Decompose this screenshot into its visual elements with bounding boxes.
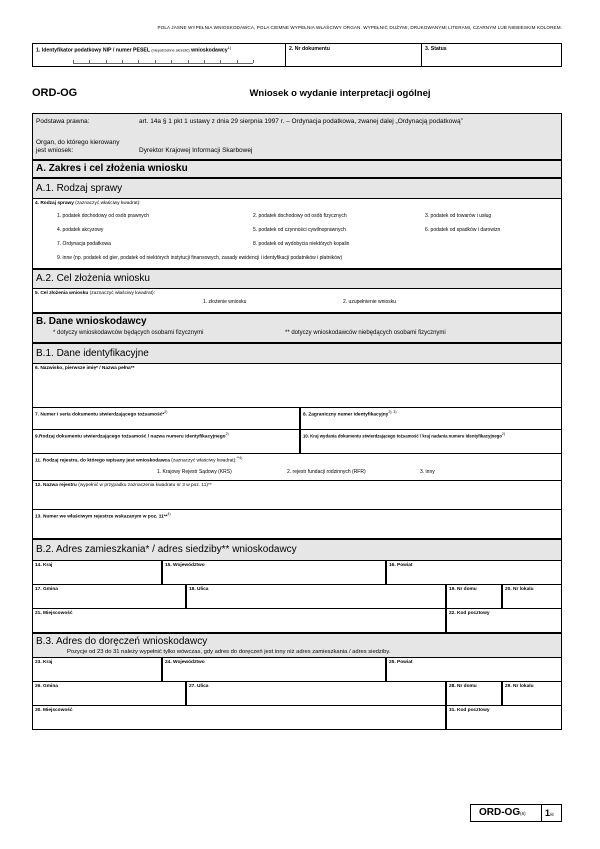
residence-postal-code-label: 22. Kod pocztowy <box>449 611 490 616</box>
registry-type-label: 11. Rodzaj rejestru, do którego wpisany jest wnioskodawca (zaznaczyć właściwy kwadrat):$^{**4)}$ <box>35 456 243 464</box>
case-type-option-3[interactable]: 3. podatek od towarów i usług <box>425 213 492 219</box>
delivery-street-field[interactable] <box>186 682 446 706</box>
organ-label: Organ, do którego kierowany jest wniosek: <box>36 139 120 154</box>
section-a1-title: A.1. Rodzaj sprawy <box>32 178 562 199</box>
residence-postal-code-field[interactable] <box>446 609 562 633</box>
residence-commune-field[interactable] <box>32 585 186 609</box>
foreign-id-label: 8. Zagraniczny numer identyfikacyjny$^{2), 3)}$ <box>303 410 397 418</box>
purpose-label: 5. Cel złożenia wniosku (zaznaczyć właściwy kwadrat): <box>35 291 155 296</box>
id-document-type-label: 9.Rodzaj dokumentu stwierdzającego tożsamość / nazwa numeru identyfikacyjnego$^{2)}$ <box>35 432 229 440</box>
header-fields-box <box>32 43 562 67</box>
section-b3-title: B.3. Adres do doręczeń wnioskodawcy <box>36 636 208 647</box>
registry-option-krs[interactable]: 1. Krajowy Rejestr Sądowy (KRS) <box>157 469 232 475</box>
form-code: ORD-OG <box>32 87 78 99</box>
residence-street-field[interactable] <box>186 585 446 609</box>
section-b3-note: Pozycje od 23 do 31 należy wypełnić tylko wówczas, gdy adres do doręczeń jest inny niż adres zamieszkania / adres siedziby. <box>67 649 391 655</box>
case-type-option-6[interactable]: 6. podatek od spadków i darowizn <box>425 227 501 233</box>
section-b-title: B. Dane wnioskodawcy <box>36 316 147 327</box>
id-digit-tick <box>253 60 254 63</box>
registry-option-rfr[interactable]: 2. rejestr fundacji rodzinnych (RFR) <box>287 469 366 475</box>
registry-number-field[interactable] <box>32 510 562 539</box>
id-digit-tick <box>237 60 238 63</box>
delivery-county-label: 25. Powiat <box>389 660 413 665</box>
delivery-postal-code-label: 31. Kod pocztowy <box>449 708 490 713</box>
delivery-city-label: 30. Miejscowość <box>35 708 73 713</box>
id-digit-tick <box>73 60 74 63</box>
section-b-note-legal: ** dotyczy wnioskodawców niebędących osobami fizycznymi <box>285 330 446 336</box>
id-digit-tick <box>122 60 123 63</box>
case-type-option-9[interactable]: 9. inne (np. podatek od gier, podatek od niektórych instytucji finansowych, zasady ewidencji i identyfikacji podatników i płatników) <box>57 255 343 261</box>
id-digit-tick <box>138 60 139 63</box>
residence-apartment-number-field[interactable] <box>502 585 562 609</box>
id-digit-tick <box>89 60 90 63</box>
residence-commune-label: 17. Gmina <box>35 587 58 592</box>
case-type-option-4[interactable]: 4. podatek akcyzowy <box>57 227 104 233</box>
residence-city-field[interactable] <box>32 609 446 633</box>
delivery-commune-field[interactable] <box>32 682 186 706</box>
delivery-apartment-number-label: 29. Nr lokalu <box>505 684 534 689</box>
section-b2-title: B.2. Adres zamieszkania* / adres siedziby** wnioskodawcy <box>32 539 562 561</box>
purpose-field <box>32 289 562 313</box>
page-number: 1/6 <box>545 808 554 818</box>
page-footer <box>470 804 562 822</box>
case-type-option-2[interactable]: 2. podatek dochodowy od osób fizycznych <box>253 213 347 219</box>
residence-street-label: 18. Ulica <box>189 587 209 592</box>
residence-city-label: 21. Miejscowość <box>35 611 73 616</box>
purpose-option-submit[interactable]: 1. złożenie wniosku <box>203 299 247 305</box>
registry-name-field[interactable] <box>32 481 562 510</box>
residence-country-field[interactable] <box>32 561 162 585</box>
case-type-option-1[interactable]: 1. podatek dochodowy od osób prawnych <box>57 213 150 219</box>
delivery-house-number-label: 28. Nr domu <box>449 684 477 689</box>
form-title: Wniosek o wydanie interpretacji ogólnej <box>249 88 431 99</box>
form-instructions: POLA JASNE WYPEŁNIA WNIOSKODAWCA, POLA CIEMNE WYPEŁNIA WŁAŚCIWY ORGAN. WYPEŁNIĆ DUŻYMI, DRUKOWANYMI LITERAMI, CZARNYM LUB NIEBIESKIM KOLOREM. <box>157 25 562 30</box>
legal-basis-box <box>32 113 562 160</box>
case-type-option-8[interactable]: 8. podatek od wydobycia niektórych kopalin <box>253 241 350 247</box>
status-label: 3. Status <box>425 46 447 52</box>
id-digit-ticks <box>73 60 253 64</box>
case-type-field <box>32 199 562 269</box>
delivery-postal-code-field[interactable] <box>446 706 562 730</box>
purpose-option-supplement[interactable]: 2. uzupełnienie wniosku <box>343 299 397 305</box>
case-type-option-5[interactable]: 5. podatek od czynności cywilnoprawnych <box>253 227 346 233</box>
id-digit-tick <box>106 60 107 63</box>
section-a2-title: A.2. Cel złożenia wniosku <box>32 269 562 289</box>
id-digit-tick <box>171 60 172 63</box>
section-b-note-natural: * dotyczy wnioskodawców będących osobami fizycznymi <box>53 330 204 336</box>
registry-type-field <box>32 454 562 481</box>
delivery-street-label: 27. Ulica <box>189 684 209 689</box>
residence-apartment-number-label: 20. Nr lokalu <box>505 587 534 592</box>
legal-basis-label: Podstawa prawna: <box>36 118 90 125</box>
delivery-county-field[interactable] <box>386 658 562 682</box>
delivery-house-number-field[interactable] <box>446 682 502 706</box>
residence-country-label: 14. Kraj <box>35 563 53 568</box>
registry-number-label: 13. Numer we właściwym rejestrze wskazanym w poz. 11**$^{4)}$ <box>35 512 171 520</box>
section-b3-header <box>32 633 562 658</box>
taxpayer-id-field[interactable] <box>33 44 286 66</box>
delivery-city-field[interactable] <box>32 706 446 730</box>
id-digit-tick <box>188 60 189 63</box>
foreign-id-field[interactable] <box>300 408 562 430</box>
delivery-voivodeship-label: 24. Województwo <box>165 660 205 665</box>
residence-voivodeship-label: 15. Województwo <box>165 563 205 568</box>
legal-basis-value: art. 14a § 1 pkt 1 ustawy z dnia 29 sierpnia 1997 r. – Ordynacja podatkowa, zwanej dalej „Ordynacją podatkową” <box>139 118 463 125</box>
id-digit-tick <box>220 60 221 63</box>
section-b-header <box>32 313 562 343</box>
footer-form-code: ORD-OG(6) <box>479 807 526 818</box>
residence-county-label: 16. Powiat <box>389 563 413 568</box>
document-number-label: 2. Nr dokumentu <box>289 46 330 52</box>
section-a-title: A. Zakres i cel złożenia wniosku <box>32 160 562 178</box>
document-number-field <box>286 44 422 66</box>
residence-county-field[interactable] <box>386 561 562 585</box>
delivery-commune-label: 26. Gmina <box>35 684 58 689</box>
section-b1-title: B.1. Dane identyfikacyjne <box>32 343 562 364</box>
name-label: 6. Nazwisko, pierwsze imię* / Nazwa pełna** <box>35 366 135 371</box>
id-document-number-label: 7. Numer i seria dokumentu stwierdzającego tożsamość*$^{2)}$ <box>35 410 168 418</box>
registry-option-other[interactable]: 3. inny <box>420 469 435 475</box>
id-digit-tick <box>204 60 205 63</box>
residence-voivodeship-field[interactable] <box>162 561 386 585</box>
taxpayer-id-label: 1. Identyfikator podatkowy NIP / numer PESEL (niepotrzebne skreślić) wnioskodawcy$^{1)}$ <box>36 46 232 54</box>
delivery-country-label: 23. Kraj <box>35 660 53 665</box>
status-field <box>422 44 561 66</box>
case-type-option-7[interactable]: 7. Ordynacja podatkowa <box>57 241 111 247</box>
id-digit-tick <box>155 60 156 63</box>
id-document-number-field[interactable] <box>32 408 300 430</box>
registry-name-label: 12. Nazwa rejestru (wypełnić w przypadku zaznaczenia kwadratu nr 3 w poz. 11)** <box>35 483 212 488</box>
id-document-country-field[interactable] <box>300 430 562 454</box>
residence-house-number-label: 19. Nr domu <box>449 587 477 592</box>
name-field[interactable] <box>32 364 562 408</box>
delivery-voivodeship-field[interactable] <box>162 658 386 682</box>
delivery-country-field[interactable] <box>32 658 162 682</box>
id-document-country-label: 10. Kraj wydania dokumentu stwierdzającego tożsamość / kraj nadania numeru identyfikacyjnego$^{2)}$ <box>303 432 506 439</box>
organ-value: Dyrektor Krajowej Informacji Skarbowej <box>139 147 253 154</box>
case-type-label: 4. Rodzaj sprawy (zaznaczyć właściwy kwadrat): <box>35 201 141 206</box>
residence-house-number-field[interactable] <box>446 585 502 609</box>
id-document-type-field[interactable] <box>32 430 300 454</box>
delivery-apartment-number-field[interactable] <box>502 682 562 706</box>
footer-divider <box>541 805 542 821</box>
